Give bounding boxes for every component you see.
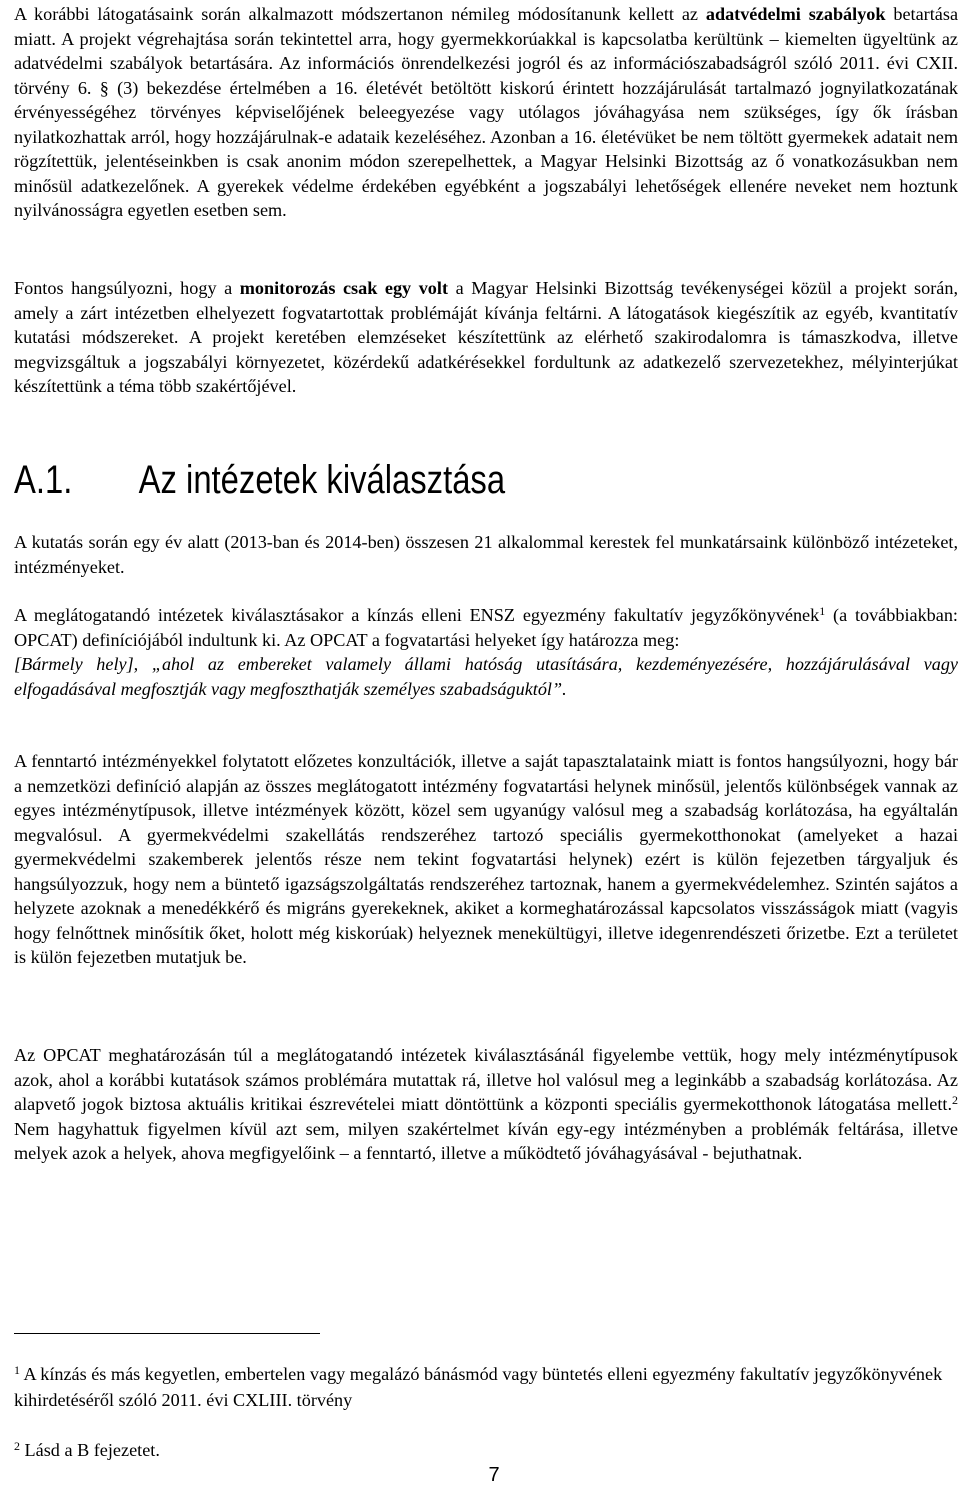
paragraph-monitoring bbox=[14, 276, 958, 399]
footnote-number: 2 bbox=[14, 1439, 20, 1453]
page-number: 7 bbox=[488, 1464, 500, 1486]
footnote-text: Lásd a B fejezetet. bbox=[20, 1440, 160, 1460]
paragraph-text: Fontos hangsúlyozni, hogy a bbox=[14, 278, 240, 298]
section-heading bbox=[14, 452, 788, 508]
paragraph-text: (a továbbiakban: OPCAT) definíciójából indultunk ki. Az OPCAT a fogvatartási helyeket így határozza meg: bbox=[14, 605, 958, 650]
paragraph-text: Nem hagyhattuk figyelmen kívül azt sem, milyen szakértelmet kíván egy-egy intézményben a problémák feltárása, illetve melyek azok a helyek, ahova megfigyelőink – a fenntartó, illetve a működtető jóváhagyásával - bejuthatnak. bbox=[14, 1118, 958, 1163]
paragraph-text: Az OPCAT meghatározásán túl a meglátogatandó intézetek kiválasztásánál figyelembe vettük, hogy mely intézménytípusok azok, ahol a korábbi kutatások számos problémára mutattak rá, illetve hol valósul meg a leginkább a szabadság korlátozása. Az alapvető jogok biztosa aktuális kritikai észrevételei miatt döntöttünk a központi speciális gyermekotthonok látogatása mellett. bbox=[14, 1045, 958, 1114]
footnote-1 bbox=[14, 1361, 958, 1413]
footnote-divider bbox=[14, 1333, 320, 1334]
paragraph-data-protection bbox=[14, 2, 958, 223]
paragraph-visits: A kutatás során egy év alatt (2013-ban és 2014-ben) összesen 21 alkalommal kerestek fel munkatársaink különböző intézeteket, intézményeket. bbox=[14, 532, 958, 577]
footnote-2 bbox=[14, 1437, 958, 1463]
paragraph-text: A meglátogatandó intézetek kiválasztásakor a kínzás elleni ENSZ egyezmény fakultatív jegyzőkönyvének bbox=[14, 605, 820, 625]
section-title: Az intézetek kiválasztása bbox=[138, 458, 506, 502]
footnote-number: 1 bbox=[14, 1363, 20, 1377]
footnote-reference[interactable]: 1 bbox=[819, 604, 826, 618]
bold-phrase: monitorozás csak egy volt bbox=[239, 278, 449, 298]
paragraph-consultations: A fenntartó intézményekkel folytatott előzetes konzultációk, illetve a saját tapasztalataink miatt is fontos hangsúlyozni, hogy bár a nemzetközi definíció alapján az összes meglátogatott intézmény fogvatartási helynek minősül, jelentős különbségek vannak az egyes intézménytípusok, illetve intézmények között, közel sem ugyanúgy valósul meg a szabadság korlátozása, ha egyáltalán megvalósul. A gyermekvédelmi szakellátás rendszeréhez tartozó speciális gyermekotthonokat (amelyeket a hazai gyermekvédelmi szakemberek jelentős része nem tekint fogvatartási helynek) ezért is külön fejezetben tárgyaljuk és hangsúlyozzuk, hogy nem a büntető igazságszolgáltatás rendszeréhez tartoznak, hanem a gyermekvédelemhez. Szintén sajátos a helyzete azoknak a menedékkérő és migráns gyerekeknek, akiket a kormeghatározással kapcsolatos visszásságok miatt (vagyis hogy felnőttnek minősítik őket, holott még kiskorúak) helyeznek menekültügyi, illetve idegenrendészeti őrizetbe. Ezt a területet is külön fejezetben mutatjuk be. bbox=[14, 751, 958, 967]
paragraph-text: betartása miatt. A projekt végrehajtása során tekintettel arra, hogy gyermekkorúakkal is kapcsolatba kerültünk – kiemelten ügyeltünk az adatvédelmi szabályok betartására. Az információs önrendelkezési jogról és az információszabadságról szóló 2011. évi CXII. törvény 6. § (3) bekezdése értelmében a 16. életévét betöltött kiskorú érintett hozzájárulását tartalmazó jognyilatkozatának érvényességéhez törvényes képviselőjének beleegyezése vagy utólagos jóváhagyása nem szükséges, így ők írásban nyilatkozhattak arról, hogy hozzájárulnak-e adataik kezeléséhez. Azonban a 16. életévüket be nem töltött gyermekek adatait nem rögzítettük, jelentéseinkben is csak anonim módon szerepelhettek, a Magyar Helsinki Bizottság az ő vonatkozásukban nem minősül adatkezelőnek. A gyerekek védelme érdekében egyébként a jogszabályi lehetőségek ellenére neveket nem hoztunk nyilvánosságra egyetlen esetben sem. bbox=[14, 4, 959, 220]
section-number: A.1. bbox=[14, 458, 73, 502]
paragraph-text: A korábbi látogatásaink során alkalmazott módszertanon némileg módosítanunk kellett az bbox=[14, 4, 706, 24]
paragraph-text: a Magyar Helsinki Bizottság tevékenységei közül a projekt során, amely a zárt intézetben elhelyezett fogvatartottak problémáját kívánja feltárni. A látogatások kiegészítik az egyéb, kvantitatív kutatási módszereket. A projekt keretében elemzéseket készítettünk az elérhető szakirodalomra is támaszkodva, illetve megvizsgáltuk a jogszabályi környezetet, közérdekű adatkérésekkel fordultunk az adatkezelő szervezetekhez, mélyinterjúkat készítettünk a téma több szakértőjével. bbox=[14, 278, 958, 396]
footnote-reference[interactable]: 2 bbox=[952, 1093, 958, 1107]
paragraph-opcat-definition bbox=[14, 603, 958, 701]
quote-text: [Bármely hely], „ahol az embereket valamely állami hatóság utasítására, kezdeményezésére, hozzájárulásával vagy elfogadásával megfosztják vagy megfoszthatják személyes szabadságuktól”. bbox=[14, 654, 958, 699]
footnote-text: A kínzás és más kegyetlen, embertelen vagy megalázó bánásmód vagy büntetés elleni egyezmény fakultatív jegyzőkönyvének kihirdetéséről szóló 2011. évi CXLIII. törvény bbox=[14, 1364, 943, 1410]
paragraph-selection-criteria bbox=[14, 1043, 958, 1166]
bold-phrase: adatvédelmi szabályok bbox=[705, 4, 886, 24]
